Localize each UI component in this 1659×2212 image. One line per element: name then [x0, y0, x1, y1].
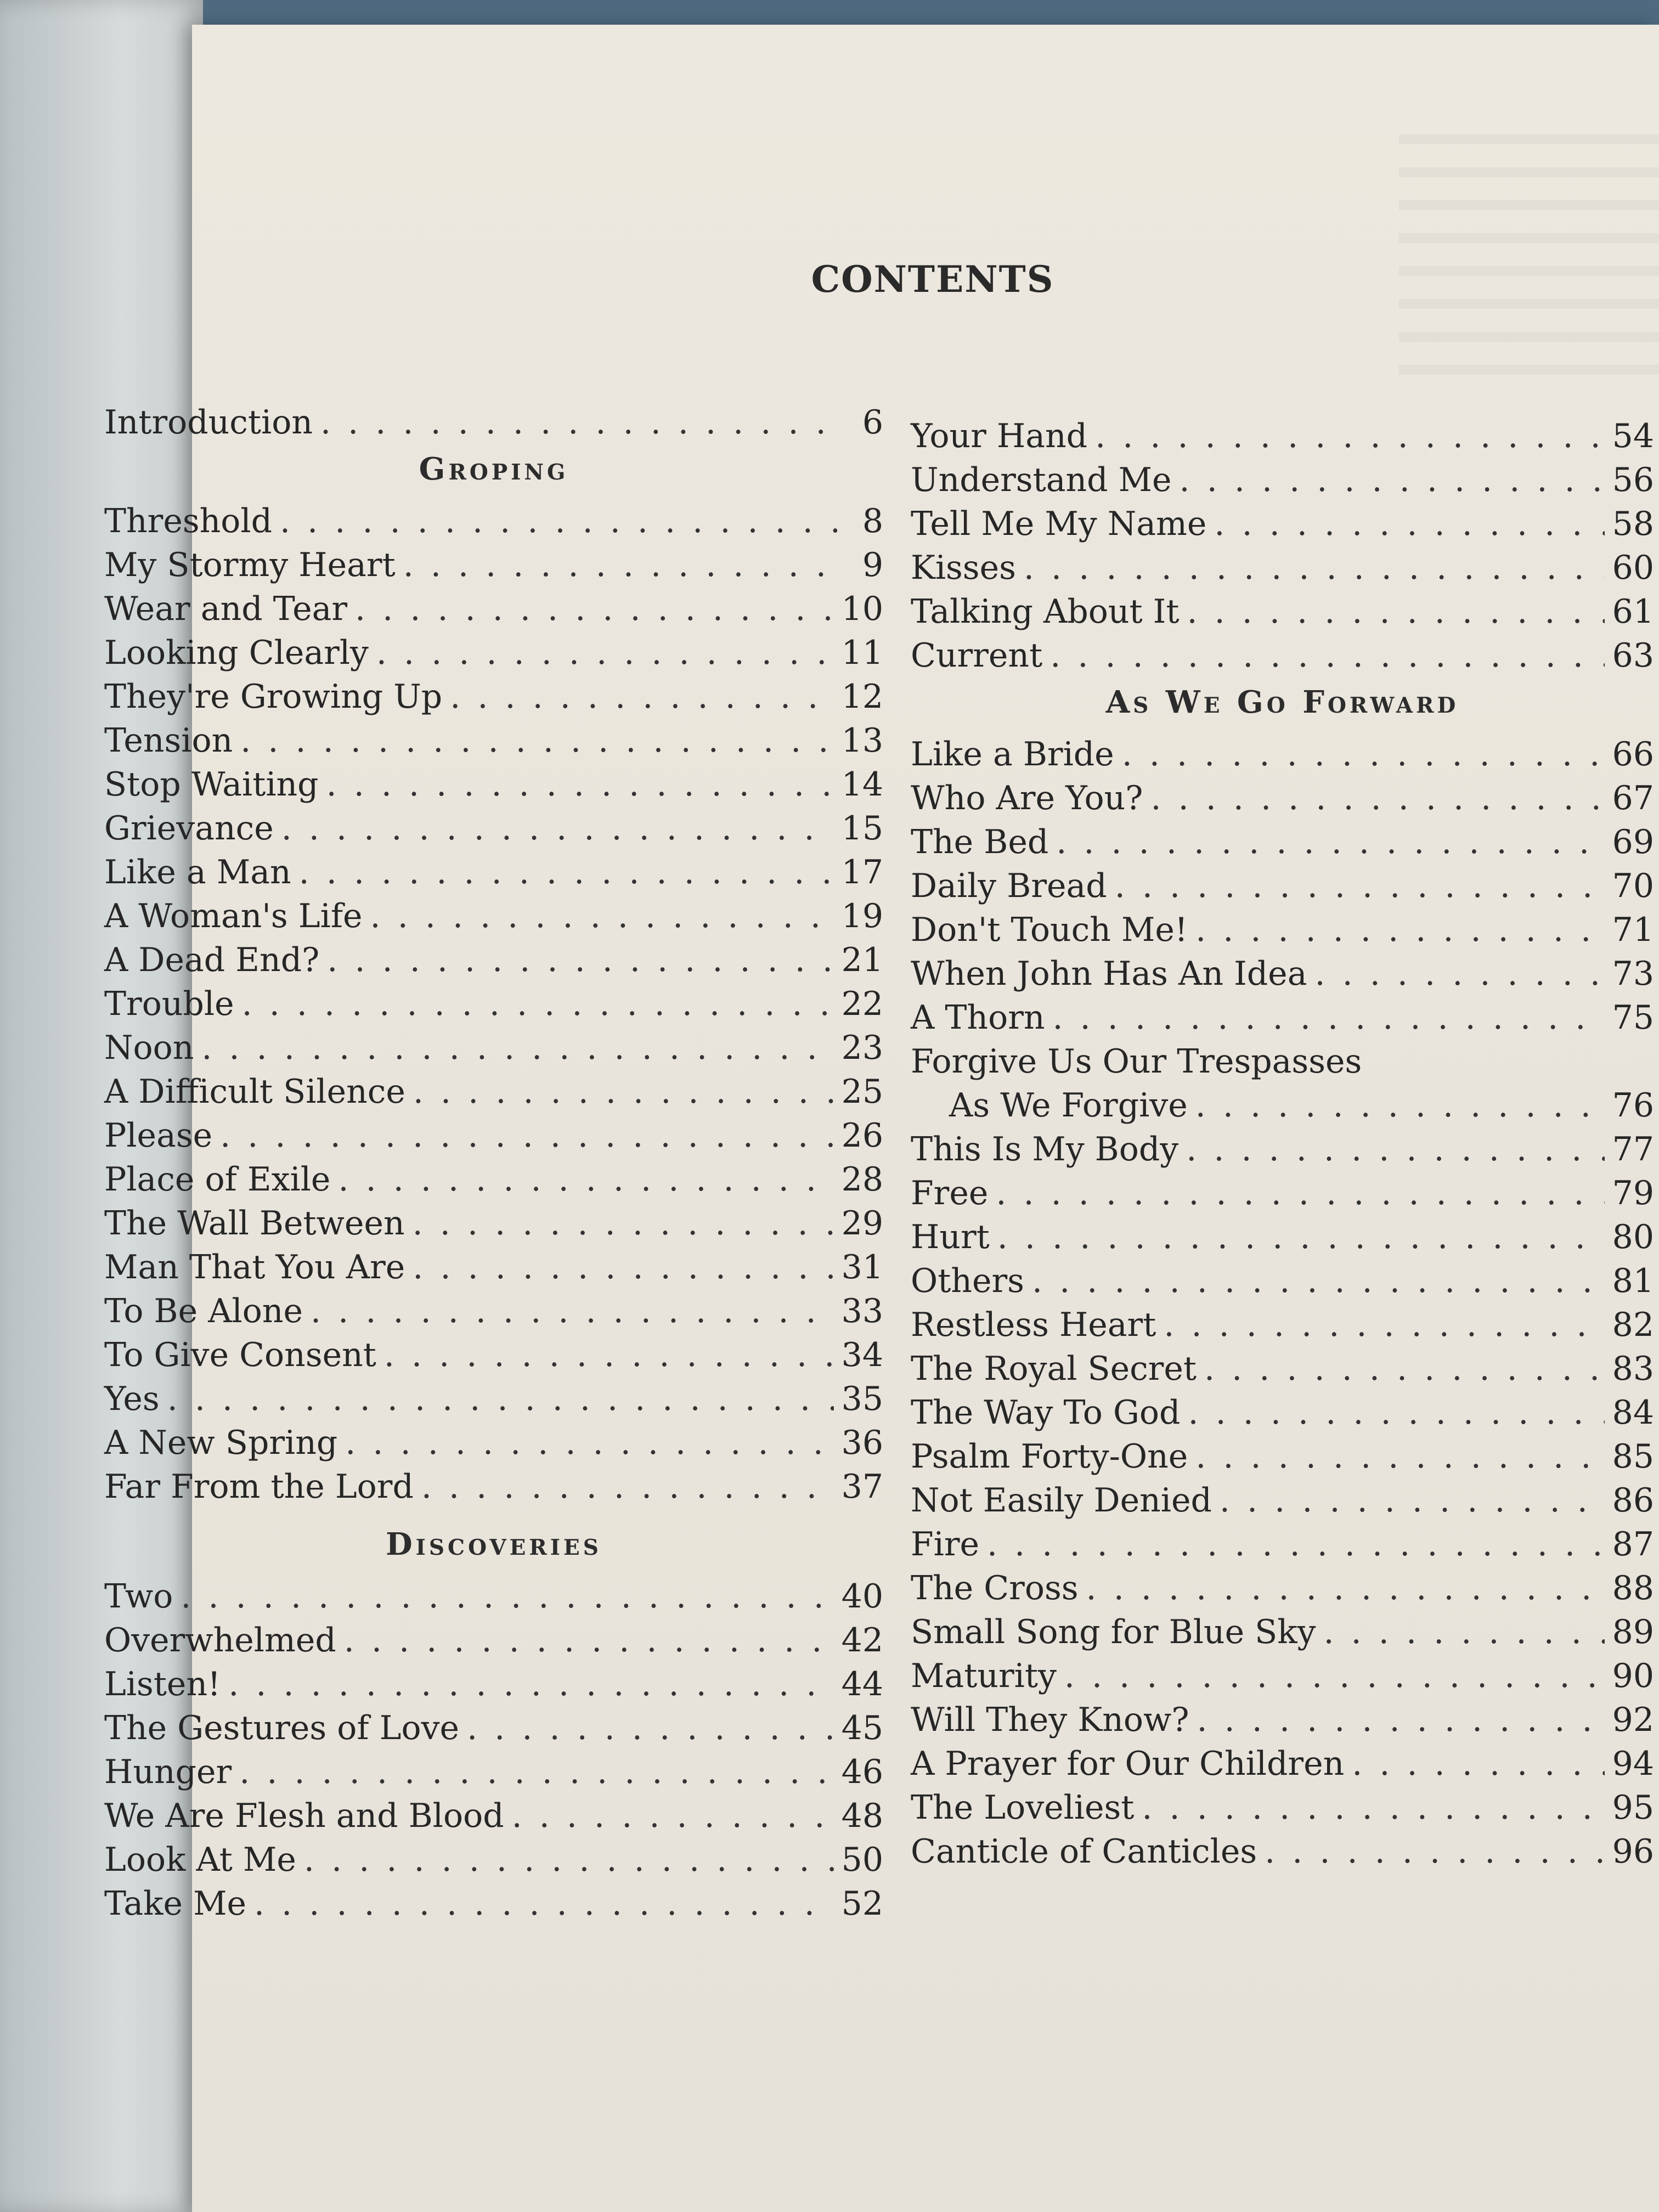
- leader-dots: [220, 1114, 834, 1158]
- leader-dots: [421, 1465, 834, 1509]
- entry-title: Understand Me: [911, 461, 1172, 499]
- entry-page: 90: [1612, 1657, 1654, 1695]
- entry-title: Like a Man: [104, 853, 291, 891]
- leader-dots: [1053, 996, 1605, 1040]
- continued-list: [911, 414, 1654, 678]
- leader-dots: [413, 1070, 834, 1114]
- toc-entry: [104, 1070, 883, 1114]
- contents-left-column: [104, 400, 883, 1926]
- entry-page: 69: [1612, 823, 1654, 861]
- toc-entry: [104, 1289, 883, 1333]
- leader-dots: [254, 1882, 834, 1926]
- leader-dots: [1186, 1127, 1604, 1171]
- entry-title: Fire: [911, 1525, 980, 1564]
- leader-dots: [1195, 1084, 1605, 1127]
- leader-dots: [239, 1750, 833, 1794]
- entry-title: My Stormy Heart: [104, 546, 396, 584]
- toc-entry: [911, 1566, 1654, 1610]
- toc-entry: [104, 587, 883, 631]
- toc-entry: [104, 1618, 883, 1662]
- entry-title: A Prayer for Our Children: [911, 1745, 1345, 1783]
- leader-dots: [1024, 546, 1605, 590]
- toc-entry: [911, 1435, 1654, 1479]
- toc-entry: [104, 1026, 883, 1070]
- entry-title: Introduction: [104, 403, 313, 442]
- entry-title: Threshold: [104, 502, 273, 540]
- toc-entry: [104, 1465, 883, 1509]
- entry-title: Kisses: [911, 549, 1016, 587]
- entry-page: 70: [1612, 867, 1654, 905]
- entry-title: Don't Touch Me!: [911, 911, 1188, 949]
- toc-entry: [911, 1303, 1654, 1347]
- entry-page: 10: [841, 590, 883, 628]
- entry-page: 61: [1612, 592, 1654, 631]
- leader-dots: [1122, 732, 1605, 776]
- entry-page: 73: [1612, 955, 1654, 993]
- entry-page: 14: [841, 765, 883, 804]
- show-through-text: [1399, 134, 1659, 381]
- leader-dots: [1314, 952, 1604, 996]
- toc-entry: [104, 1838, 883, 1882]
- toc-entry: [104, 1750, 883, 1794]
- entry-page: 83: [1612, 1350, 1654, 1388]
- leader-dots: [304, 1838, 834, 1882]
- leader-dots: [1195, 1435, 1604, 1479]
- entry-page: 22: [841, 985, 883, 1023]
- toc-entry: [911, 1479, 1654, 1522]
- toc-entry: [911, 1171, 1654, 1215]
- leader-dots: [1150, 776, 1604, 820]
- entry-title: Canticle of Canticles: [911, 1832, 1257, 1871]
- entry-page: 42: [841, 1621, 883, 1660]
- entry-title: Look At Me: [104, 1841, 296, 1879]
- entry-title: Talking About It: [911, 592, 1180, 631]
- toc-entry: [911, 1698, 1654, 1742]
- toc-entry: [911, 1391, 1654, 1435]
- entry-page: 23: [841, 1029, 883, 1067]
- entry-title: Grievance: [104, 809, 274, 848]
- leader-dots: [996, 1171, 1604, 1215]
- leader-dots: [1095, 414, 1605, 458]
- toc-entry: [104, 763, 883, 806]
- toc-entry: [104, 1706, 883, 1750]
- entry-title: Wear and Tear: [104, 590, 348, 628]
- entry-page: 44: [841, 1665, 883, 1703]
- leader-dots: [384, 1333, 834, 1377]
- entry-page: 52: [841, 1884, 883, 1923]
- leader-dots: [1204, 1347, 1605, 1391]
- toc-entry: [104, 982, 883, 1026]
- leader-dots: [280, 499, 837, 543]
- leader-dots: [370, 894, 834, 938]
- leader-dots: [1142, 1786, 1604, 1830]
- leader-dots: [403, 543, 837, 587]
- toc-entry: [104, 400, 883, 444]
- entry-title: The Way To God: [911, 1393, 1181, 1432]
- toc-entry: [104, 543, 883, 587]
- entry-page: 35: [841, 1380, 883, 1418]
- entry-title: Daily Bread: [911, 867, 1107, 905]
- leader-dots: [1187, 590, 1605, 634]
- toc-entry: [911, 634, 1654, 678]
- leader-dots: [1064, 1654, 1605, 1698]
- toc-entry: [104, 1882, 883, 1926]
- toc-entry: [911, 502, 1654, 546]
- toc-entry: [911, 952, 1654, 996]
- entry-title: Others: [911, 1262, 1024, 1300]
- toc-entry: [911, 996, 1654, 1040]
- toc-entry: [104, 675, 883, 719]
- entry-title: A Dead End?: [104, 941, 320, 979]
- entry-page: 48: [841, 1797, 883, 1835]
- entry-title: Far From the Lord: [104, 1468, 414, 1506]
- toc-entry: [104, 1421, 883, 1465]
- entry-title: Your Hand: [911, 417, 1088, 455]
- entry-page: 66: [1612, 735, 1654, 774]
- toc-entry: [911, 1127, 1654, 1171]
- entry-title: Small Song for Blue Sky: [911, 1613, 1316, 1651]
- entry-title: Trouble: [104, 985, 234, 1023]
- entry-title: Looking Clearly: [104, 634, 369, 672]
- entry-title: Stop Waiting: [104, 765, 319, 804]
- entry-title: Listen!: [104, 1665, 221, 1703]
- toc-entry: [104, 499, 883, 543]
- toc-entry: [911, 776, 1654, 820]
- entry-title: A New Spring: [104, 1424, 338, 1462]
- entry-page: 95: [1612, 1788, 1654, 1827]
- toc-entry: [911, 1347, 1654, 1391]
- toc-entry: [104, 1114, 883, 1158]
- leader-dots: [1214, 502, 1604, 546]
- entry-page: 56: [1612, 461, 1654, 499]
- entry-title: Free: [911, 1174, 989, 1212]
- toc-entry: [911, 864, 1654, 908]
- leader-dots: [1164, 1303, 1604, 1347]
- leader-dots: [467, 1706, 834, 1750]
- entry-page: 13: [841, 721, 883, 760]
- entry-page: 15: [841, 809, 883, 848]
- toc-entry: [104, 1201, 883, 1245]
- entry-title: Noon: [104, 1029, 194, 1067]
- leader-dots: [240, 719, 833, 763]
- entry-page: 71: [1612, 911, 1654, 949]
- leader-dots: [450, 675, 833, 719]
- entry-page: 58: [1612, 505, 1654, 543]
- entry-page: 96: [1612, 1832, 1654, 1871]
- leader-dots: [311, 1289, 834, 1333]
- leader-dots: [1180, 458, 1605, 502]
- entry-page: 82: [1612, 1306, 1654, 1344]
- toc-entry: [104, 1377, 883, 1421]
- entry-title: Tell Me My Name: [911, 505, 1207, 543]
- entry-page: 31: [841, 1248, 883, 1286]
- entry-page: 9: [862, 546, 883, 584]
- section-heading: As We Go Forward: [1105, 684, 1459, 720]
- entry-title: A Thorn: [911, 998, 1045, 1037]
- contents-right-column: [911, 414, 1654, 1874]
- leader-dots: [376, 631, 834, 675]
- leader-dots: [1032, 1259, 1605, 1303]
- leader-dots: [201, 1026, 833, 1070]
- entry-title: Tension: [104, 721, 233, 760]
- leader-dots: [167, 1377, 834, 1421]
- entry-title: Hurt: [911, 1218, 990, 1256]
- toc-entry: [104, 894, 883, 938]
- entry-page: 60: [1612, 549, 1654, 587]
- entry-page: 88: [1612, 1569, 1654, 1607]
- entry-page: 67: [1612, 779, 1654, 817]
- entry-title: Man That You Are: [104, 1248, 405, 1286]
- leader-dots: [299, 850, 834, 894]
- forward-list: [911, 732, 1654, 1040]
- entry-title: A Difficult Silence: [104, 1073, 405, 1111]
- leader-dots: [1220, 1479, 1605, 1522]
- entry-page: 81: [1612, 1262, 1654, 1300]
- toc-entry: [911, 1259, 1654, 1303]
- toc-entry: [911, 414, 1654, 458]
- leader-dots: [1324, 1610, 1605, 1654]
- toc-entry: [104, 719, 883, 763]
- leader-dots: [1086, 1566, 1605, 1610]
- entry-page: 46: [841, 1753, 883, 1791]
- toc-entry: [911, 590, 1654, 634]
- entry-page: 40: [841, 1577, 883, 1616]
- toc-entry: [911, 820, 1654, 864]
- entry-page: 84: [1612, 1393, 1654, 1432]
- leader-dots: [281, 806, 834, 850]
- entry-title: Will They Know?: [911, 1701, 1189, 1739]
- leader-dots: [338, 1158, 833, 1201]
- entry-title: Yes: [104, 1380, 160, 1418]
- toc-entry: [911, 1610, 1654, 1654]
- entry-title: Maturity: [911, 1657, 1057, 1695]
- entry-page: 77: [1612, 1130, 1654, 1169]
- toc-entry: [104, 1794, 883, 1838]
- leader-dots: [1197, 1698, 1605, 1742]
- entry-title: The Royal Secret: [911, 1350, 1197, 1388]
- entry-title-continued: As We Forgive: [949, 1086, 1188, 1125]
- entry-title: The Wall Between: [104, 1204, 405, 1243]
- entry-title: We Are Flesh and Blood: [104, 1797, 504, 1835]
- entry-title: The Gestures of Love: [104, 1709, 460, 1747]
- toc-entry: [104, 806, 883, 850]
- entry-title: When John Has An Idea: [911, 955, 1307, 993]
- leader-dots: [413, 1245, 833, 1289]
- toc-entry: [104, 1333, 883, 1377]
- leader-dots: [1352, 1742, 1604, 1786]
- leader-dots: [1050, 634, 1604, 678]
- entry-title: The Loveliest: [911, 1788, 1135, 1827]
- leader-dots: [320, 400, 837, 444]
- leader-dots: [242, 982, 834, 1026]
- entry-page: 11: [841, 634, 883, 672]
- leader-dots: [355, 587, 834, 631]
- entry-page: 19: [841, 897, 883, 935]
- entry-title: They're Growing Up: [104, 678, 443, 716]
- toc-entry: [104, 631, 883, 675]
- entry-page: 89: [1612, 1613, 1654, 1651]
- toc-entry: [911, 1522, 1654, 1566]
- leader-dots: [228, 1662, 833, 1706]
- entry-page: 45: [841, 1709, 883, 1747]
- leader-dots: [987, 1522, 1605, 1566]
- entry-page: 6: [862, 403, 883, 442]
- entry-page: 92: [1612, 1701, 1654, 1739]
- entry-title: Psalm Forty-One: [911, 1437, 1188, 1476]
- entry-title: Two: [104, 1577, 173, 1616]
- entry-title: Please: [104, 1116, 213, 1155]
- entry-page: 87: [1612, 1525, 1654, 1564]
- entry-title: Current: [911, 636, 1043, 675]
- entry-page: 86: [1612, 1481, 1654, 1520]
- entry-title: Not Easily Denied: [911, 1481, 1212, 1520]
- entry-title: To Give Consent: [104, 1336, 376, 1374]
- entry-title: Hunger: [104, 1753, 232, 1791]
- toc-entry: [911, 1786, 1654, 1830]
- entry-title: Who Are You?: [911, 779, 1143, 817]
- entry-page: 26: [841, 1116, 883, 1155]
- leader-dots: [1115, 864, 1605, 908]
- entry-title: Like a Bride: [911, 735, 1114, 774]
- forward-list: [911, 1127, 1654, 1874]
- leader-dots: [344, 1618, 834, 1662]
- entry-title-line: Forgive Us Our Trespasses: [911, 1042, 1362, 1081]
- entry-title: A Woman's Life: [104, 897, 363, 935]
- entry-page: 94: [1612, 1745, 1654, 1783]
- toc-entry: [911, 1654, 1654, 1698]
- entry-page: 33: [841, 1292, 883, 1330]
- entry-page: 28: [841, 1160, 883, 1199]
- entry-page: 76: [1612, 1086, 1654, 1125]
- entry-title: Overwhelmed: [104, 1621, 336, 1660]
- entry-page: 85: [1612, 1437, 1654, 1476]
- entry-title: Place of Exile: [104, 1160, 331, 1199]
- entry-title: This Is My Body: [911, 1130, 1179, 1169]
- page-title: CONTENTS: [811, 258, 1054, 301]
- leader-dots: [512, 1794, 834, 1838]
- entry-title: The Bed: [911, 823, 1049, 861]
- entry-page: 34: [841, 1336, 883, 1374]
- leader-dots: [327, 938, 833, 982]
- entry-title: To Be Alone: [104, 1292, 303, 1330]
- entry-page: 54: [1612, 417, 1654, 455]
- entry-page: 63: [1612, 636, 1654, 675]
- leader-dots: [180, 1575, 833, 1618]
- section-heading: Discoveries: [386, 1526, 602, 1562]
- toc-entry: [911, 732, 1654, 776]
- entry-page: 21: [841, 941, 883, 979]
- toc-entry: [104, 938, 883, 982]
- entry-page: 50: [841, 1841, 883, 1879]
- leader-dots: [413, 1201, 834, 1245]
- leader-dots: [326, 763, 834, 806]
- toc-entry: [911, 1742, 1654, 1786]
- toc-entry: [104, 1245, 883, 1289]
- toc-entry: [911, 1830, 1654, 1874]
- entry-title: The Cross: [911, 1569, 1079, 1607]
- entry-page: 75: [1612, 998, 1654, 1037]
- toc-entry: [911, 1084, 1654, 1127]
- toc-entry: [911, 458, 1654, 502]
- entry-title: Restless Heart: [911, 1306, 1156, 1344]
- entry-page: 80: [1612, 1218, 1654, 1256]
- toc-entry: [911, 546, 1654, 590]
- entry-page: 36: [841, 1424, 883, 1462]
- entry-page: 37: [841, 1468, 883, 1506]
- entry-page: 8: [862, 502, 883, 540]
- entry-page: 79: [1612, 1174, 1654, 1212]
- leader-dots: [345, 1421, 833, 1465]
- discoveries-list: [104, 1575, 883, 1926]
- entry-page: 25: [841, 1073, 883, 1111]
- leader-dots: [1195, 908, 1605, 952]
- entry-page: 17: [841, 853, 883, 891]
- toc-entry: [104, 1158, 883, 1201]
- toc-entry: [911, 908, 1654, 952]
- leader-dots: [1265, 1830, 1605, 1874]
- leader-dots: [1188, 1391, 1604, 1435]
- leader-dots: [997, 1215, 1605, 1259]
- toc-entry: [104, 1662, 883, 1706]
- entry-title: Take Me: [104, 1884, 247, 1923]
- leader-dots: [1056, 820, 1604, 864]
- entry-page: 29: [841, 1204, 883, 1243]
- groping-list: [104, 499, 883, 1509]
- toc-entry: [911, 1215, 1654, 1259]
- toc-entry: [104, 1575, 883, 1618]
- entry-page: 12: [841, 678, 883, 716]
- toc-entry: [104, 850, 883, 894]
- section-heading: Groping: [419, 451, 569, 487]
